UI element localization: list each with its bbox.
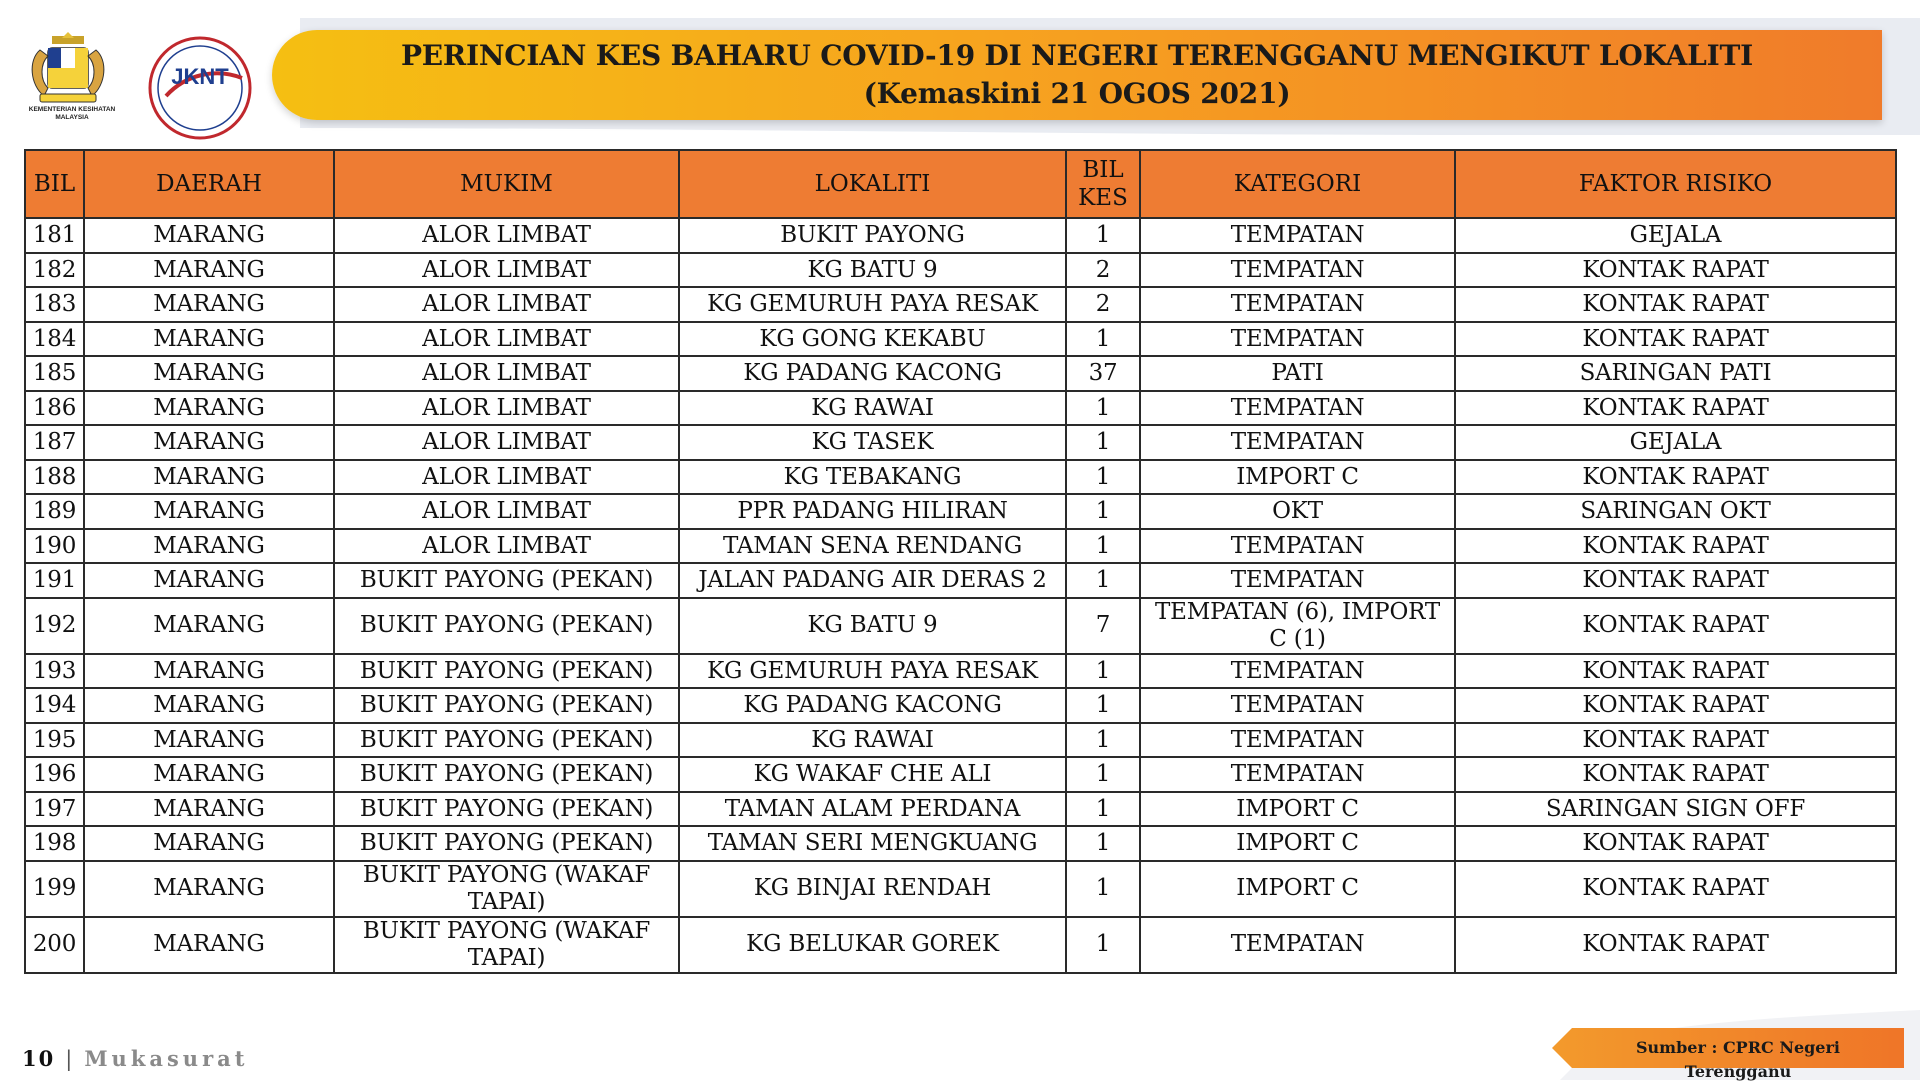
table-row	[25, 688, 1896, 723]
table-row	[25, 723, 1896, 758]
cell-mukim: BUKIT PAYONG (PEKAN)	[334, 654, 679, 689]
cell-daerah: MARANG	[84, 688, 334, 723]
table-header-row	[25, 150, 1896, 218]
cell-daerah: MARANG	[84, 757, 334, 792]
cell-faktor-risiko: KONTAK RAPAT	[1455, 598, 1896, 654]
cell-faktor-risiko: KONTAK RAPAT	[1455, 529, 1896, 564]
cell-faktor-risiko: GEJALA	[1455, 218, 1896, 253]
cell-daerah: MARANG	[84, 529, 334, 564]
table-row	[25, 654, 1896, 689]
cell-daerah: MARANG	[84, 425, 334, 460]
cell-bil: 186	[25, 391, 84, 426]
cell-mukim: BUKIT PAYONG (PEKAN)	[334, 563, 679, 598]
cell-bil-kes: 1	[1066, 826, 1140, 861]
cell-daerah: MARANG	[84, 563, 334, 598]
table-row	[25, 757, 1896, 792]
jknt-logo	[146, 34, 254, 142]
cell-lokaliti: KG BINJAI RENDAH	[679, 861, 1066, 917]
cell-faktor-risiko: SARINGAN PATI	[1455, 356, 1896, 391]
table-row	[25, 425, 1896, 460]
cell-mukim: BUKIT PAYONG (PEKAN)	[334, 723, 679, 758]
cell-bil: 196	[25, 757, 84, 792]
cell-daerah: MARANG	[84, 253, 334, 288]
table-row	[25, 861, 1896, 917]
cell-bil-kes: 1	[1066, 917, 1140, 973]
cell-faktor-risiko: KONTAK RAPAT	[1455, 688, 1896, 723]
table-row	[25, 826, 1896, 861]
cell-bil: 195	[25, 723, 84, 758]
cell-bil: 190	[25, 529, 84, 564]
cell-kategori: TEMPATAN	[1140, 757, 1455, 792]
table-row	[25, 253, 1896, 288]
cell-bil-kes: 1	[1066, 654, 1140, 689]
cell-mukim: BUKIT PAYONG (PEKAN)	[334, 792, 679, 827]
page-title: PERINCIAN KES BAHARU COVID-19 DI NEGERI TERENGGANU MENGIKUT LOKALITI	[400, 39, 1754, 72]
cell-faktor-risiko: KONTAK RAPAT	[1455, 917, 1896, 973]
cell-kategori: TEMPATAN	[1140, 654, 1455, 689]
cell-kategori: OKT	[1140, 494, 1455, 529]
cell-bil: 181	[25, 218, 84, 253]
cell-lokaliti: KG PADANG KACONG	[679, 356, 1066, 391]
cell-lokaliti: KG PADANG KACONG	[679, 688, 1066, 723]
source-label: Sumber : CPRC Negeri Terengganu	[1635, 1038, 1840, 1081]
page-number: 10	[22, 1046, 56, 1071]
cell-daerah: MARANG	[84, 723, 334, 758]
cell-bil: 188	[25, 460, 84, 495]
cell-bil-kes: 1	[1066, 792, 1140, 827]
column-header-bil: BIL	[25, 150, 84, 218]
cell-lokaliti: KG BATU 9	[679, 253, 1066, 288]
cell-faktor-risiko: KONTAK RAPAT	[1455, 253, 1896, 288]
cell-bil-kes: 1	[1066, 529, 1140, 564]
cell-bil: 182	[25, 253, 84, 288]
column-header-daerah: DAERAH	[84, 150, 334, 218]
cell-daerah: MARANG	[84, 460, 334, 495]
cell-lokaliti: KG TASEK	[679, 425, 1066, 460]
cell-daerah: MARANG	[84, 598, 334, 654]
cell-lokaliti: TAMAN ALAM PERDANA	[679, 792, 1066, 827]
cell-bil-kes: 1	[1066, 563, 1140, 598]
header-logos	[18, 30, 268, 130]
table-row	[25, 391, 1896, 426]
column-header-kategori: KATEGORI	[1140, 150, 1455, 218]
cell-mukim: BUKIT PAYONG (PEKAN)	[334, 598, 679, 654]
cell-bil: 194	[25, 688, 84, 723]
cell-lokaliti: KG BELUKAR GOREK	[679, 917, 1066, 973]
cell-mukim: ALOR LIMBAT	[334, 425, 679, 460]
cell-daerah: MARANG	[84, 654, 334, 689]
cell-bil: 187	[25, 425, 84, 460]
cell-bil: 199	[25, 861, 84, 917]
cell-mukim: ALOR LIMBAT	[334, 391, 679, 426]
cell-faktor-risiko: KONTAK RAPAT	[1455, 861, 1896, 917]
cell-lokaliti: TAMAN SERI MENGKUANG	[679, 826, 1066, 861]
cell-lokaliti: JALAN PADANG AIR DERAS 2	[679, 563, 1066, 598]
cell-daerah: MARANG	[84, 917, 334, 973]
cell-bil: 198	[25, 826, 84, 861]
cell-daerah: MARANG	[84, 287, 334, 322]
cell-bil-kes: 1	[1066, 391, 1140, 426]
table-row	[25, 460, 1896, 495]
ministry-caption: KEMENTERIAN KESIHATAN MALAYSIA	[28, 106, 116, 121]
cell-mukim: ALOR LIMBAT	[334, 460, 679, 495]
cell-bil-kes: 1	[1066, 757, 1140, 792]
page-subtitle-date: (Kemaskini 21 OGOS 2021)	[863, 77, 1291, 110]
cell-bil-kes: 1	[1066, 425, 1140, 460]
column-header-bil-kes: BIL KES	[1066, 150, 1140, 218]
cell-lokaliti: PPR PADANG HILIRAN	[679, 494, 1066, 529]
cell-faktor-risiko: KONTAK RAPAT	[1455, 460, 1896, 495]
cell-mukim: BUKIT PAYONG (PEKAN)	[334, 826, 679, 861]
column-header-mukim: MUKIM	[334, 150, 679, 218]
cell-lokaliti: KG WAKAF CHE ALI	[679, 757, 1066, 792]
title-banner	[272, 30, 1882, 120]
cell-lokaliti: KG RAWAI	[679, 391, 1066, 426]
cell-bil: 200	[25, 917, 84, 973]
cell-lokaliti: TAMAN SENA RENDANG	[679, 529, 1066, 564]
table-row	[25, 494, 1896, 529]
cell-faktor-risiko: KONTAK RAPAT	[1455, 654, 1896, 689]
cell-mukim: ALOR LIMBAT	[334, 529, 679, 564]
cell-mukim: BUKIT PAYONG (PEKAN)	[334, 688, 679, 723]
cell-daerah: MARANG	[84, 391, 334, 426]
cell-kategori: TEMPATAN	[1140, 529, 1455, 564]
cell-faktor-risiko: KONTAK RAPAT	[1455, 757, 1896, 792]
cell-lokaliti: BUKIT PAYONG	[679, 218, 1066, 253]
cell-daerah: MARANG	[84, 826, 334, 861]
cell-daerah: MARANG	[84, 322, 334, 357]
cell-mukim: BUKIT PAYONG (PEKAN)	[334, 757, 679, 792]
jknt-logo-text: JKNT	[171, 64, 229, 89]
cell-kategori: IMPORT C	[1140, 792, 1455, 827]
cell-kategori: TEMPATAN (6), IMPORT C (1)	[1140, 598, 1455, 654]
cell-lokaliti: KG GEMURUH PAYA RESAK	[679, 654, 1066, 689]
cell-daerah: MARANG	[84, 792, 334, 827]
page-word: Mukasurat	[84, 1046, 249, 1071]
cell-kategori: IMPORT C	[1140, 861, 1455, 917]
cell-faktor-risiko: KONTAK RAPAT	[1455, 391, 1896, 426]
cell-mukim: ALOR LIMBAT	[334, 287, 679, 322]
cell-bil-kes: 1	[1066, 688, 1140, 723]
cases-table	[24, 149, 1897, 974]
cell-kategori: TEMPATAN	[1140, 917, 1455, 973]
cell-bil-kes: 1	[1066, 861, 1140, 917]
cell-daerah: MARANG	[84, 494, 334, 529]
cell-faktor-risiko: SARINGAN OKT	[1455, 494, 1896, 529]
cell-kategori: TEMPATAN	[1140, 391, 1455, 426]
table-row	[25, 792, 1896, 827]
table-row	[25, 218, 1896, 253]
cell-bil: 197	[25, 792, 84, 827]
cell-lokaliti: KG GONG KEKABU	[679, 322, 1066, 357]
cell-mukim: BUKIT PAYONG (WAKAF TAPAI)	[334, 861, 679, 917]
cell-kategori: TEMPATAN	[1140, 253, 1455, 288]
cell-bil: 184	[25, 322, 84, 357]
cell-daerah: MARANG	[84, 356, 334, 391]
cell-faktor-risiko: KONTAK RAPAT	[1455, 826, 1896, 861]
table-row	[25, 598, 1896, 654]
cell-faktor-risiko: KONTAK RAPAT	[1455, 322, 1896, 357]
cell-kategori: IMPORT C	[1140, 460, 1455, 495]
table-row	[25, 529, 1896, 564]
cell-bil: 193	[25, 654, 84, 689]
cell-kategori: PATI	[1140, 356, 1455, 391]
cell-kategori: TEMPATAN	[1140, 287, 1455, 322]
table-row	[25, 563, 1896, 598]
page-footer	[22, 1046, 248, 1071]
cell-mukim: BUKIT PAYONG (WAKAF TAPAI)	[334, 917, 679, 973]
cell-mukim: ALOR LIMBAT	[334, 356, 679, 391]
cases-table-container	[24, 149, 1895, 974]
table-body	[25, 218, 1896, 973]
cell-mukim: ALOR LIMBAT	[334, 218, 679, 253]
cell-lokaliti: KG TEBAKANG	[679, 460, 1066, 495]
cell-bil: 189	[25, 494, 84, 529]
table-row	[25, 356, 1896, 391]
cell-lokaliti: KG RAWAI	[679, 723, 1066, 758]
cell-daerah: MARANG	[84, 861, 334, 917]
cell-faktor-risiko: KONTAK RAPAT	[1455, 563, 1896, 598]
cell-kategori: TEMPATAN	[1140, 688, 1455, 723]
cell-bil-kes: 1	[1066, 723, 1140, 758]
column-header-lokaliti: LOKALITI	[679, 150, 1066, 218]
cell-bil-kes: 7	[1066, 598, 1140, 654]
cell-kategori: TEMPATAN	[1140, 218, 1455, 253]
cell-bil-kes: 1	[1066, 494, 1140, 529]
table-row	[25, 287, 1896, 322]
cell-kategori: TEMPATAN	[1140, 322, 1455, 357]
cell-bil: 191	[25, 563, 84, 598]
cell-bil-kes: 37	[1066, 356, 1140, 391]
cell-bil: 185	[25, 356, 84, 391]
cell-mukim: ALOR LIMBAT	[334, 494, 679, 529]
cell-daerah: MARANG	[84, 218, 334, 253]
cell-lokaliti: KG GEMURUH PAYA RESAK	[679, 287, 1066, 322]
cell-bil-kes: 1	[1066, 218, 1140, 253]
cell-kategori: TEMPATAN	[1140, 723, 1455, 758]
cell-bil-kes: 1	[1066, 322, 1140, 357]
cell-faktor-risiko: KONTAK RAPAT	[1455, 723, 1896, 758]
cell-bil-kes: 2	[1066, 287, 1140, 322]
table-row	[25, 917, 1896, 973]
cell-kategori: TEMPATAN	[1140, 563, 1455, 598]
cell-faktor-risiko: GEJALA	[1455, 425, 1896, 460]
column-header-faktor-risiko: FAKTOR RISIKO	[1455, 150, 1896, 218]
cell-bil-kes: 2	[1066, 253, 1140, 288]
cell-bil: 192	[25, 598, 84, 654]
cell-lokaliti: KG BATU 9	[679, 598, 1066, 654]
cell-bil-kes: 1	[1066, 460, 1140, 495]
cell-faktor-risiko: KONTAK RAPAT	[1455, 287, 1896, 322]
cell-bil: 183	[25, 287, 84, 322]
cell-kategori: TEMPATAN	[1140, 425, 1455, 460]
cell-kategori: IMPORT C	[1140, 826, 1455, 861]
cell-mukim: ALOR LIMBAT	[334, 322, 679, 357]
cell-faktor-risiko: SARINGAN SIGN OFF	[1455, 792, 1896, 827]
cell-mukim: ALOR LIMBAT	[334, 253, 679, 288]
table-row	[25, 322, 1896, 357]
footer-separator: |	[65, 1047, 75, 1071]
